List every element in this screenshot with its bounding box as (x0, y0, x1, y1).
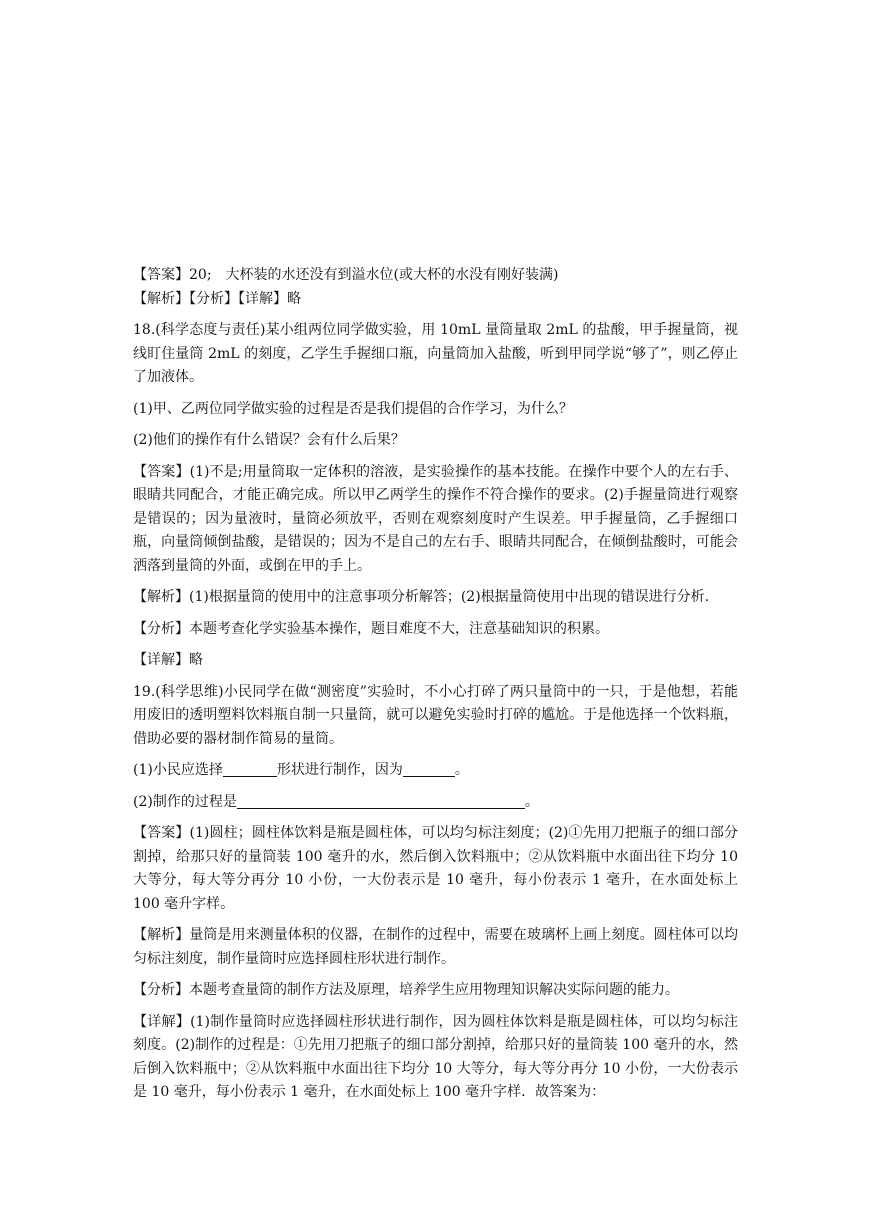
q19-sub2 (133, 791, 738, 815)
q19-answer: 【答案】(1)圆柱；圆柱体饮料是瓶是圆柱体，可以均匀标注刻度；(2)①先用刀把瓶子的细口部分割掉，给那只好的量筒装 100 毫升的水，然后倒入饮料瓶中；②从饮料瓶中水面出往下均分 10 大等分，每大等分再分 10 小份，一大份表示是 10 毫升，每小份表示 1 毫升，在水面处标上 100 毫升字样。 (133, 825, 738, 912)
q19-explain: 【解析】量筒是用来测量体积的仪器，在制作的过程中，需要在玻璃杯上画上刻度。圆柱体可以均匀标注刻度，制作量筒时应选择圆柱形状进行制作。 (133, 927, 738, 967)
q19-sub2-end: 。 (524, 793, 539, 810)
answer-blank-process (237, 793, 525, 809)
q18-explain: 【解析】(1)根据量筒的使用中的注意事项分析解答；(2)根据量筒使用中出现的错误进行分析. (133, 589, 710, 605)
q19-detail: 【详解】(1)制作量筒时应选择圆柱形状进行制作，因为圆柱体饮料是瓶是圆柱体，可以均匀标注刻度。(2)制作的过程是：①先用刀把瓶子的细口部分割掉，给那只好的量筒装 100 毫升的水，然后倒入饮料瓶中；②从饮料瓶中水面出往下均分 10 大等分，每大等分再分 10 小份，一大份表示是 10 毫升，每小份表示 1 毫升，在水面处标上 100 毫升字样．故答案为： (133, 1013, 738, 1100)
q19-analysis: 【分析】本题考查量筒的制作方法及原理，培养学生应用物理知识解决实际问题的能力。 (133, 982, 679, 998)
q18-stem: 18.(科学态度与责任)某小组两位同学做实验，用 10mL 量筒量取 2mL 的盐酸，甲手握量筒，视线盯住量筒 2mL 的刻度，乙学生手握细口瓶，向量筒加入盐酸，听到甲同学说“够了”，则乙停止了加液体。 (133, 322, 738, 385)
document-body (133, 264, 738, 1105)
q18-analysis: 【分析】本题考查化学实验基本操作，题目难度不大，注意基础知识的积累。 (133, 620, 609, 637)
q18-answer: 【答案】(1)不是;用量筒取一定体积的溶液，是实验操作的基本技能。在操作中要个人的左右手、眼睛共同配合，才能正确完成。所以甲乙两学生的操作不符合操作的要求。(2)手握量筒进行观察是错误的；因为量液时，量筒必须放平，否则在观察刻度时产生误差。甲手握量筒，乙手握细口瓶，向量筒倾倒盐酸，是错误的；因为不是自己的左右手、眼睛共同配合，在倾倒盐酸时，可能会洒落到量筒的外面，或倒在甲的手上。 (133, 463, 738, 574)
q17-answer: 【答案】20; 大杯装的水还没有到溢水位(或大杯的水没有刚好装满) (133, 267, 559, 283)
answer-blank-shape (223, 761, 277, 777)
q19-sub2-prefix: (2)制作的过程是 (133, 793, 237, 810)
q17-analysis: 【解析】【分析】【详解】略 (133, 290, 301, 307)
q18-detail: 【详解】略 (133, 652, 203, 668)
answer-blank-reason (403, 761, 455, 777)
q19-sub1-middle: 形状进行制作，因为 (276, 762, 403, 778)
q19-sub1 (133, 759, 738, 783)
q18-sub2: (2)他们的操作有什么错误？会有什么后果？ (133, 432, 405, 448)
q19-stem: 19.(科学思维)小民同学在做“测密度”实验时，不小心打碎了两只量筒中的一只，于是他想，若能用废旧的透明塑料饮料瓶自制一只量筒，就可以避免实验时打碎的尴尬。于是他选择一个饮料瓶，借助必要的器材制作简易的量筒。 (133, 683, 738, 747)
q18-sub1: (1)甲、乙两位同学做实验的过程是否是我们提倡的合作学习，为什么？ (133, 400, 573, 417)
q19-sub1-end: 。 (454, 762, 469, 778)
q19-sub1-prefix: (1)小民应选择 (133, 762, 223, 778)
